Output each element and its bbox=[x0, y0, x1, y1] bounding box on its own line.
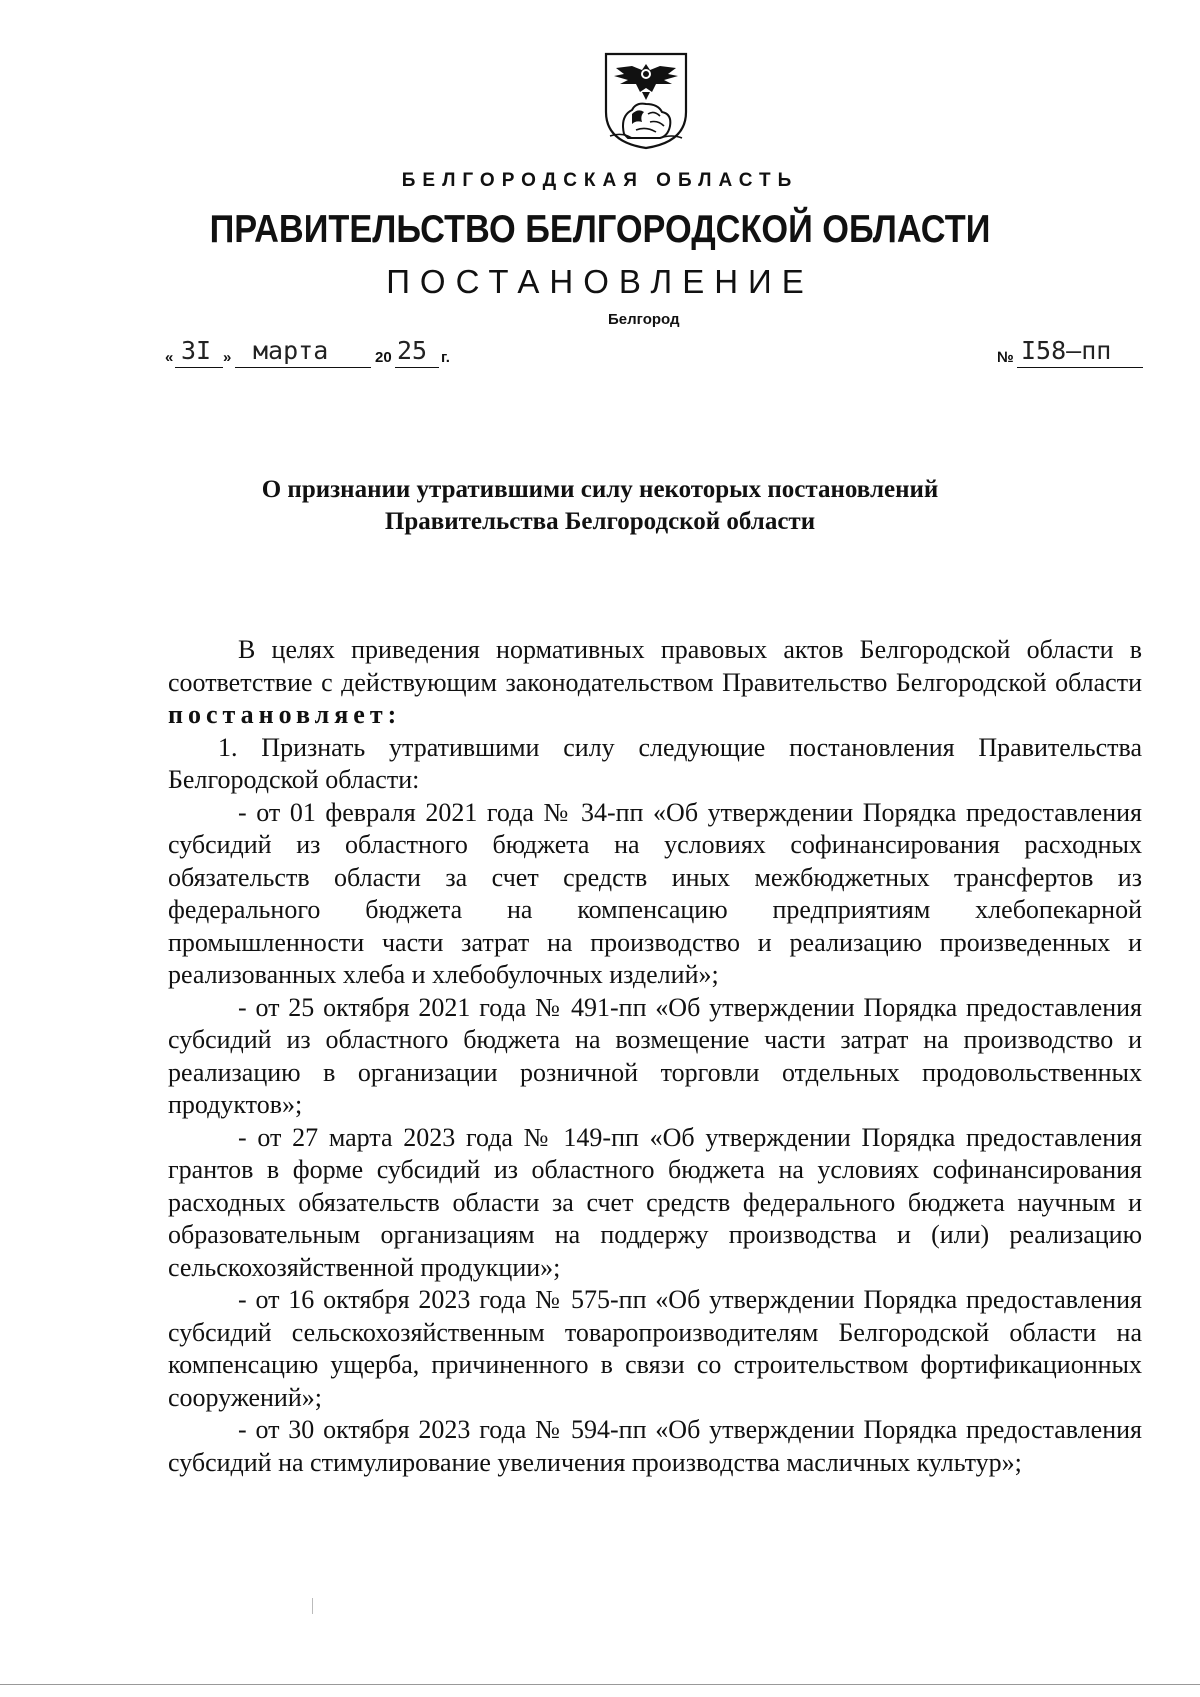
repealed-decree-3: - от 27 марта 2023 года № 149-пп «Об утверждении Порядка предоставления грантов в форме субсидий из областного бюджета на условиях софинансирования расходных обязательств области за счет средств федерального бюджета научным и образовательным организациям на поддержу производства и (или) реализацию сельскохозяйственной продукции»; bbox=[168, 1122, 1142, 1282]
month-underline bbox=[235, 367, 371, 368]
government-heading: ПРАВИТЕЛЬСТВО БЕЛГОРОДСКОЙ ОБЛАСТИ bbox=[209, 208, 991, 251]
date-year-mark: г. bbox=[441, 349, 450, 366]
day-underline bbox=[175, 367, 223, 368]
repealed-decree-2: - от 25 октября 2021 года № 491-пп «Об утверждении Порядка предоставления субсидий из областного бюджета на возмещение части затрат на производство и реализацию в организации розничной торговли отдельных продовольственных продуктов»; bbox=[168, 992, 1142, 1119]
number-underline bbox=[1017, 367, 1143, 368]
document-body bbox=[168, 634, 1142, 1479]
page-bottom-rule bbox=[0, 1684, 1200, 1685]
number-label: № bbox=[997, 349, 1014, 366]
date-close-quote: » bbox=[223, 349, 232, 366]
repealed-decree-4: - от 16 октября 2023 года № 575-пп «Об утверждении Порядка предоставления субсидий сельскохозяйственным товаропроизводителям Белгородской области на компенсацию ущерба, причиненного в связи со строительством фортификационных сооружений»; bbox=[168, 1285, 1142, 1412]
repealed-decree-1: - от 01 февраля 2021 года № 34-пп «Об утверждении Порядка предоставления субсидий из областного бюджета на условиях софинансирования расходных обязательств области за счет средств иных межбюджетных трансфертов из федерального бюджета на компенсацию предприятиям хлебопекарной промышленности части затрат на производство и реализацию произведенных и реализованных хлеба и хлебобулочных изделий»; bbox=[168, 797, 1142, 989]
date-number-line bbox=[165, 332, 1145, 368]
document-title bbox=[0, 474, 1200, 538]
city-label: Белгород bbox=[608, 311, 680, 328]
repealed-decree-5: - от 30 октября 2023 года № 594-пп «Об утверждении Порядка предоставления субсидий на стимулирование увеличения производства масличных культур»; bbox=[168, 1415, 1142, 1477]
item-1-paragraph: 1. Признать утратившими силу следующие постановления Правительства Белгородской области: bbox=[168, 732, 1142, 794]
document-number: I58–пп bbox=[1021, 336, 1112, 365]
date-year-prefix: 20 bbox=[375, 349, 392, 366]
year-underline bbox=[395, 367, 439, 368]
date-month: марта bbox=[253, 336, 329, 365]
document-type-heading: ПОСТАНОВЛЕНИЕ bbox=[386, 263, 814, 300]
date-year: 25 bbox=[397, 336, 428, 365]
date-day: 3I bbox=[181, 336, 212, 365]
scan-mark bbox=[312, 1598, 313, 1614]
preamble-verb: постановляет: bbox=[168, 700, 402, 729]
title-line-1: О признании утратившими силу некоторых постановлений bbox=[261, 476, 939, 503]
coat-of-arms-emblem bbox=[602, 50, 690, 150]
title-line-2: Правительства Белгородской области bbox=[384, 508, 816, 535]
region-heading: БЕЛГОРОДСКАЯ ОБЛАСТЬ bbox=[401, 170, 799, 191]
preamble-text: В целях приведения нормативных правовых актов Белгородской области в соответствие с действующим законодательством Правительство Белгородской области bbox=[168, 635, 1142, 697]
date-open-quote: « bbox=[165, 349, 174, 366]
preamble-paragraph bbox=[168, 634, 1142, 732]
